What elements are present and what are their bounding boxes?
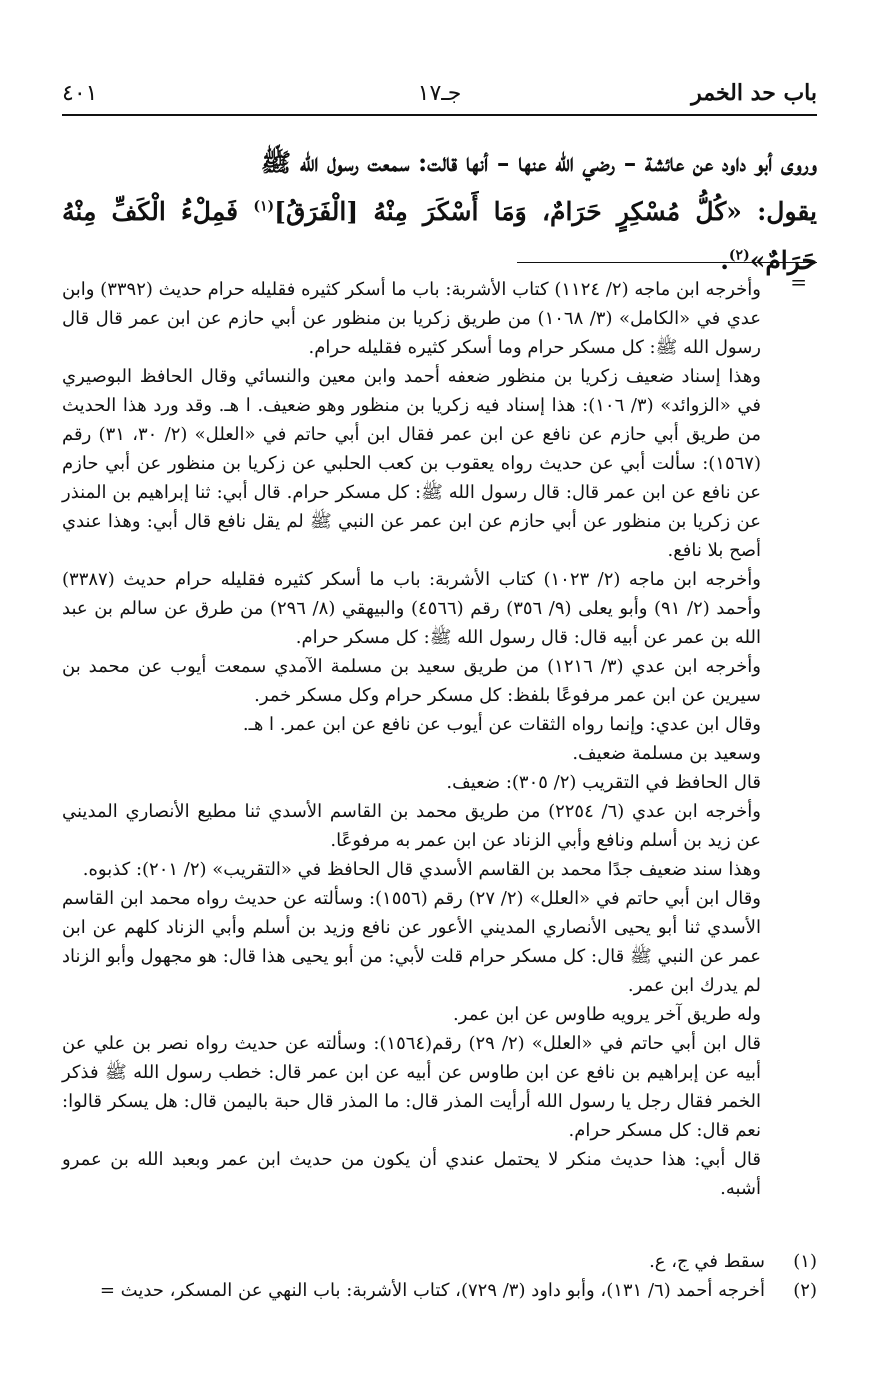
- footnote-paragraph: وهذا إسناد ضعيف زكريا بن منظور ضعفه أحمد وابن معين والنسائي وقال الحافظ البوصيري في «الزوائد» (٣/ ١٠٦): هذا إسناد فيه زكريا بن منظور وهو ضعيف. ا هـ. وقد ورد هذا الحديث من طريق أبي حازم عن نافع عن ابن عمر فقال ابن أبي حاتم في «العلل» (٢/ ٣٠، ٣١) رقم (١٥٦٧): سألت أبي عن حديث رواه يعقوب بن كعب الحلبي عن زكريا بن منظور عن أبي حازم عن نافع عن ابن عمر قال: قال رسول الله ﷺ: كل مسكر حرام. قال أبي: ثنا إبراهيم بن المنذر عن زكريا بن منظور عن أبي حازم عن ابن عمر عن النبي ﷺ لم يقل نافع قال أبي: وهذا عندي أصح بلا نافع.: [62, 366, 761, 561]
- footnote-ref-1: (١): [253, 198, 275, 215]
- footnote-paragraph: وقال ابن عدي: وإنما رواه الثقات عن أيوب عن نافع عن ابن عمر. ا هـ.: [242, 714, 761, 735]
- hadith-text-part-2: فَمِلْءُ الْكَفِّ مِنْهُ حَرَامٌ»: [62, 197, 817, 275]
- main-line-2: [62, 187, 817, 285]
- footnote-2: [62, 1276, 817, 1305]
- sentence-end: .: [720, 246, 729, 275]
- footnote-number: (٢): [793, 1280, 817, 1301]
- continuation-mark: =: [790, 270, 807, 294]
- footnote-separator: [517, 262, 817, 263]
- footnote-paragraph: قال الحافظ في التقريب (٢/ ٣٠٥): ضعيف.: [446, 772, 761, 793]
- footnote-text: سقط في ج، ع.: [649, 1251, 765, 1272]
- footnote-paragraph: قال ابن أبي حاتم في «العلل» (٢/ ٢٩) رقم(١٥٦٤): وسألته عن حديث رواه نصر بن علي عن أبيه عن إبراهيم بن نافع عن ابن طاوس عن أبيه عن ابن عمر قال: خطب رسول الله ﷺ فذكر الخمر فقال رجل يا رسول الله أرأيت المذر قال: ما المذر قال حبة باليمن قال: هل يسكر قالوا: نعم قال: كل مسكر حرام.: [62, 1033, 761, 1141]
- page-header: [62, 76, 817, 110]
- footnote-paragraph: وله طريق آخر يرويه طاوس عن ابن عمر.: [453, 1004, 761, 1025]
- volume-label: جـ١٧: [417, 80, 462, 106]
- footnote-continuation: [62, 275, 761, 1203]
- footnote-paragraph: وأخرجه ابن عدي (٦/ ٢٢٥٤) من طريق محمد بن القاسم الأسدي ثنا مطيع الأنصاري المديني عن زيد بن أسلم ونافع وأبي الزناد عن ابن عمر به مرفوعًا.: [62, 801, 761, 851]
- chapter-title: باب حد الخمر: [691, 80, 817, 106]
- footnotes: [62, 1247, 817, 1305]
- footnote-paragraph: وأخرجه ابن عدي (٣/ ١٢١٦) من طريق سعيد بن مسلمة الآمدي سمعت أيوب عن محمد بن سيرين عن ابن عمر مرفوعًا بلفظ: كل مسكر حرام وكل مسكر خمر.: [62, 656, 761, 706]
- footnote-text: أخرجه أحمد (٦/ ١٣١)، وأبو داود (٣/ ٧٢٩)، كتاب الأشربة: باب النهي عن المسكر، حديث =: [99, 1280, 765, 1301]
- footnote-paragraph: وهذا سند ضعيف جدًا محمد بن القاسم الأسدي قال الحافظ في «التقريب» (٢/ ٢٠١): كذبوه.: [82, 859, 761, 880]
- footnote-paragraph: وأخرجه ابن ماجه (٢/ ١١٢٤) كتاب الأشربة: باب ما أسكر كثيره فقليله حرام حديث (٣٣٩٢) وابن عدي في «الكامل» (٣/ ١٠٦٨) من طريق زكريا بن منظور عن أبي حازم عن ابن عمر قال قال رسول الله ﷺ: كل مسكر حرام وما أسكر كثيره فقليله حرام.: [62, 279, 762, 358]
- main-line-1: وروى أبو داود عن عائشة – رضي الله عنها – أنها قالت: سمعت رسول الله ﷺ: [260, 148, 817, 177]
- footnote-ref-2: (٢): [728, 247, 750, 264]
- footnote-number: (١): [793, 1251, 817, 1272]
- footnote-paragraph: وقال ابن أبي حاتم في «العلل» (٢/ ٢٧) رقم (١٥٥٦): وسألته عن حديث رواه محمد ابن القاسم الأسدي ثنا أبو يحيى الأنصاري المديني الأعور عن نافع وزيد بن أسلم وأبي الزناد كلهم عن ابن عمر عن النبي ﷺ قال: كل مسكر حرام قلت لأبي: من أبو يحيى هذا قال: هو مجهول وأبو الزناد لم يدرك ابن عمر.: [62, 888, 761, 996]
- footnote-1: [62, 1247, 817, 1276]
- header-rule: [62, 114, 817, 116]
- hadith-text-part-1: يقول: «كُلُّ مُسْكِرٍ حَرَامٌ، وَمَا أَسْكَرَ مِنْهُ [الْفَرَقُ]: [274, 197, 817, 226]
- footnote-paragraph: وأخرجه ابن ماجه (٢/ ١٠٢٣) كتاب الأشربة: باب ما أسكر كثيره فقليله حرام حديث (٣٣٨٧) وأحمد (٢/ ٩١) وأبو يعلى (٩/ ٣٥٦) رقم (٤٥٦٦) والبيهقي (٨/ ٢٩٦) من طرق عن سالم بن عبد الله بن عمر عن أبيه قال: قال رسول الله ﷺ: كل مسكر حرام.: [62, 569, 762, 648]
- page-number: ٤٠١: [62, 80, 98, 106]
- footnote-paragraph: قال أبي: هذا حديث منكر لا يحتمل عندي أن يكون من حديث ابن عمر وبعبد الله بن عمرو أشبه.: [62, 1149, 761, 1199]
- footnote-paragraph: وسعيد بن مسلمة ضعيف.: [572, 743, 761, 764]
